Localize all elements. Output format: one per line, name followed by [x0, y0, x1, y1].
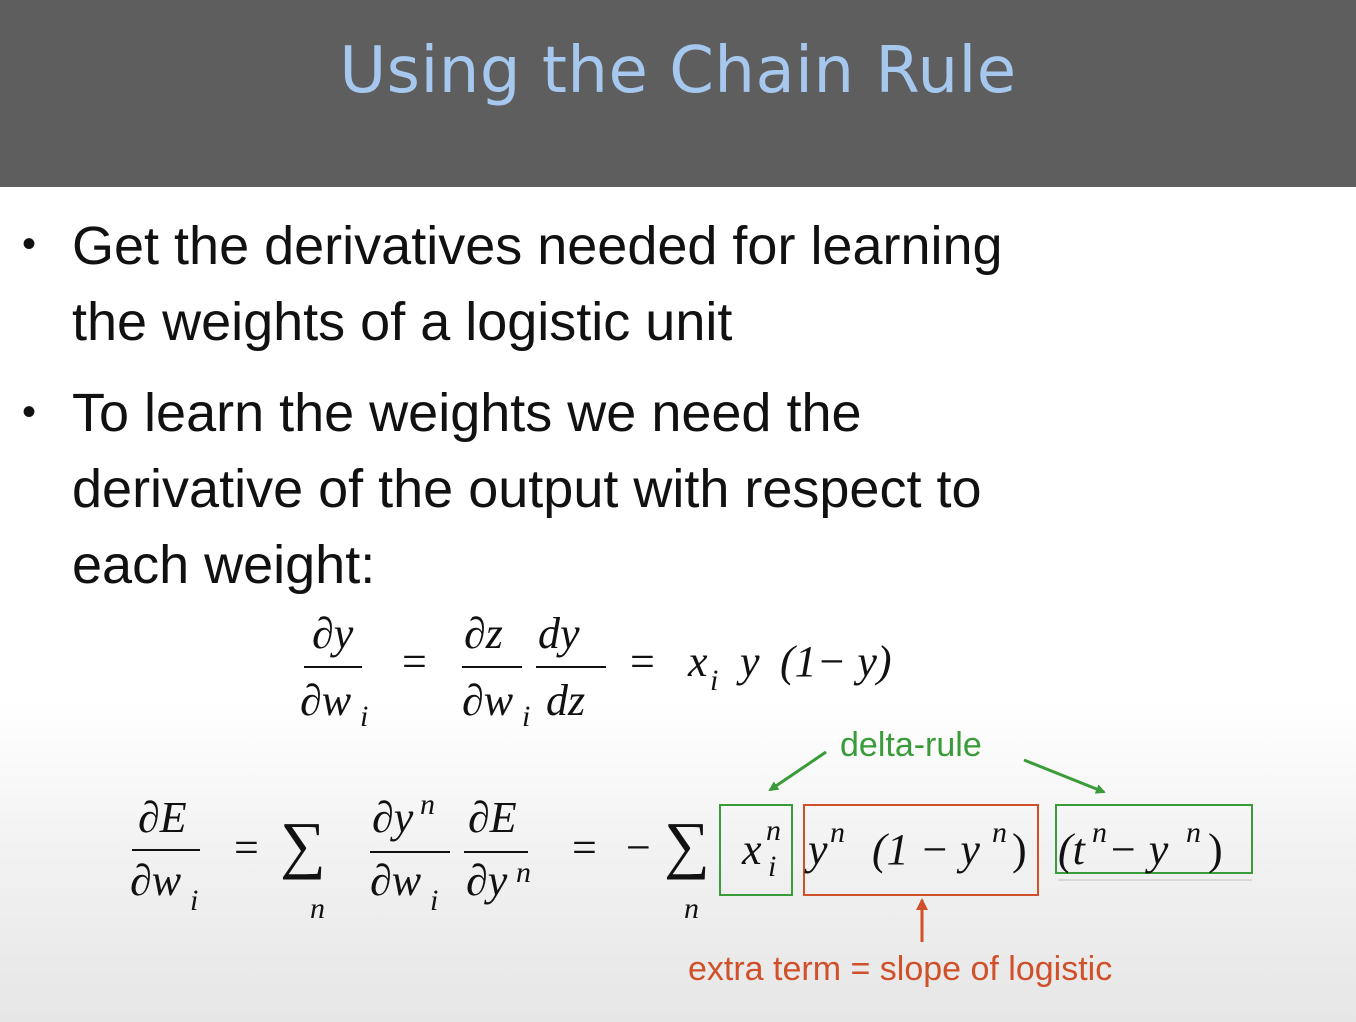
bullet-1-line-2: the weights of a logistic unit — [72, 292, 733, 352]
bullet-2-line-1: To learn the weights we need the — [72, 383, 862, 443]
equation-1 — [300, 609, 892, 733]
eq2-sum-sub: n — [310, 892, 325, 925]
eq2-sum-2: ∑ — [664, 809, 710, 880]
eq2-term3-mid: − y — [1108, 825, 1169, 874]
eq1-lhs-numerator: ∂y — [312, 609, 354, 658]
eq2-sum-2-sub: n — [684, 892, 699, 925]
eq1-rhs-x-sub: i — [710, 664, 719, 697]
eq2-term1-x: x — [742, 825, 762, 874]
eq2-f2-denominator-sup: n — [516, 856, 531, 889]
eq1-f1-denominator: ∂w — [462, 676, 514, 725]
eq2-lhs-denominator: ∂w — [130, 856, 182, 905]
eq2-f1-numerator-sup: n — [420, 788, 435, 821]
bullet-marker: • — [22, 222, 37, 266]
eq2-term2-close: ) — [1012, 825, 1027, 874]
eq2-lhs-denominator-sub: i — [190, 884, 199, 917]
eq2-equals-1: = — [234, 823, 259, 872]
eq2-term3-close: ) — [1208, 825, 1223, 874]
eq2-f1-numerator: ∂y — [372, 793, 414, 842]
eq2-term2-open: (1 − y — [872, 825, 980, 874]
eq2-term2-sup: n — [830, 816, 845, 849]
eq2-sum: ∑ — [280, 809, 326, 880]
delta-rule-arrow-left — [770, 752, 826, 790]
equation-2 — [130, 788, 1252, 925]
eq1-f2-denominator: dz — [546, 676, 586, 725]
eq2-term3-sup2: n — [1186, 816, 1201, 849]
eq2-term2-sup2: n — [992, 816, 1007, 849]
bullet-1-line-1: Get the derivatives needed for learning — [72, 216, 1003, 276]
eq2-f1-denominator: ∂w — [370, 856, 422, 905]
eq2-f1-denominator-sub: i — [430, 884, 439, 917]
eq2-f2-numerator: ∂E — [468, 793, 517, 842]
slide-title: Using the Chain Rule — [339, 34, 1017, 108]
delta-rule-arrow-right — [1024, 760, 1104, 792]
eq2-term3-sup: n — [1092, 816, 1107, 849]
delta-rule-label: delta-rule — [840, 726, 982, 764]
eq2-equals-2: = — [572, 823, 597, 872]
eq1-f1-numerator: ∂z — [464, 609, 503, 658]
eq1-lhs-denominator-sub: i — [360, 700, 369, 733]
bullet-marker: • — [22, 390, 37, 434]
eq1-equals-2: = — [630, 637, 655, 686]
bullet-2-line-2: derivative of the output with respect to — [72, 459, 982, 519]
eq2-term3-open: (t — [1058, 825, 1085, 874]
eq1-f2-numerator: dy — [538, 609, 580, 658]
eq2-f2-denominator: ∂y — [466, 856, 508, 905]
eq1-rhs-paren: (1− y) — [780, 637, 892, 686]
eq1-rhs-x: x — [688, 637, 708, 686]
eq2-lhs-numerator: ∂E — [138, 793, 187, 842]
extra-term-label: extra term = slope of logistic — [688, 950, 1113, 988]
eq1-lhs-denominator: ∂w — [300, 676, 352, 725]
eq2-term1-sup: n — [766, 814, 781, 847]
eq1-f1-denominator-sub: i — [522, 700, 531, 733]
eq1-equals-1: = — [402, 637, 427, 686]
bullet-2-line-3: each weight: — [72, 535, 376, 595]
eq2-minus: − — [626, 823, 651, 872]
eq2-term2-y: y — [808, 825, 828, 874]
eq1-rhs-y: y — [740, 637, 760, 686]
eq2-term1-sub: i — [768, 850, 777, 883]
